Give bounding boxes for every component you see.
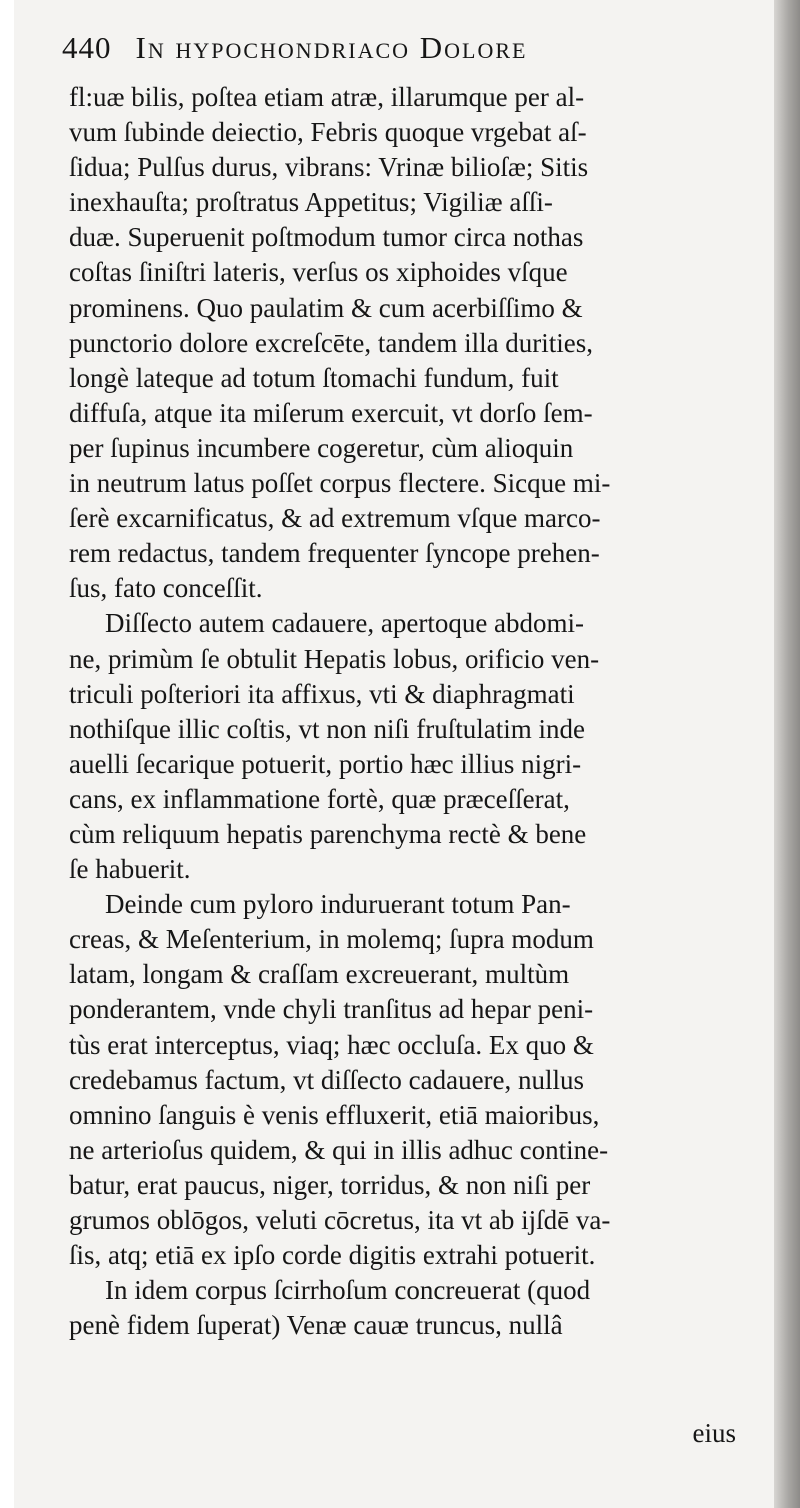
text-line: per ſupinus incumbere cogeretur, cùm alioquin bbox=[69, 432, 574, 463]
text-line: rem redactus, tandem frequenter ſyncope prehen- bbox=[69, 538, 600, 569]
text-line: nothiſque illic coſtis, vt non niſi fruſtulatim inde bbox=[69, 713, 585, 744]
text-line: ne, primùm ſe obtulit Hepatis lobus, orificio ven- bbox=[69, 643, 600, 674]
text-line: prominens. Quo paulatim & cum acerbiſſimo & bbox=[69, 292, 583, 323]
text-line: triculi poſteriori ita affixus, vti & diaphragmati bbox=[69, 678, 575, 709]
text-line: in neutrum latus poſſet corpus flectere. Sicque mi- bbox=[69, 468, 611, 499]
text-line: credebamus factum, vt diſſecto cadauere, nullus bbox=[69, 1064, 585, 1095]
text-line: ſe habuerit. bbox=[69, 854, 191, 885]
text-line: ſidua; Pulſus durus, vibrans: Vrinæ bilioſæ; Sitis bbox=[69, 152, 589, 183]
text-line: duæ. Superuenit poſtmodum tumor circa nothas bbox=[69, 222, 584, 253]
text-line: grumos oblōgos, veluti cōcretus, ita vt ab ijſdē va- bbox=[69, 1205, 611, 1235]
text-line: latam, longam & craſſam excreuerant, multùm bbox=[69, 959, 570, 990]
text-line: fl:uæ bilis, poſtea etiam atræ, illarumque per al- bbox=[69, 82, 585, 112]
page-number: 440 bbox=[62, 30, 112, 65]
book-page bbox=[14, 0, 774, 1508]
text-line: tùs erat interceptus, viaq; hæc occluſa. Ex quo & bbox=[69, 1029, 594, 1060]
text-line: Diſſecto autem cadauere, apertoque abdomi- bbox=[105, 608, 585, 639]
text-line: In idem corpus ſcirrhoſum concreuerat (quod bbox=[105, 1275, 591, 1306]
page-gutter-shadow bbox=[774, 0, 800, 1508]
text-line: creas, & Meſenterium, in molemq; ſupra modum bbox=[69, 924, 594, 955]
text-line: ſis, atq; etiā ex ipſo corde digitis extrahi potuerit. bbox=[69, 1240, 596, 1271]
text-line: punctorio dolore excreſcēte, tandem illa durities, bbox=[69, 327, 594, 358]
text-line: cùm reliquum hepatis parenchyma rectè & bene bbox=[69, 818, 587, 849]
text-line: penè fidem ſuperat) Venæ cauæ truncus, nullâ bbox=[69, 1310, 563, 1341]
text-line: ſerè excarnificatus, & ad extremum vſque marco- bbox=[69, 503, 601, 534]
text-line: ne arterioſus quidem, & qui in illis adhuc contine- bbox=[69, 1134, 609, 1165]
text-line: coſtas ſiniſtri lateris, verſus os xiphoides vſque bbox=[69, 257, 568, 288]
text-line: ponderantem, vnde chyli tranſitus ad hepar peni- bbox=[69, 994, 594, 1025]
page-header bbox=[62, 30, 714, 80]
running-title: In hypochondriaco Dolore bbox=[135, 30, 528, 65]
text-line: longè lateque ad totum ſtomachi fundum, fuit bbox=[69, 362, 559, 393]
body-text bbox=[69, 80, 783, 1343]
text-line: vum ſubinde deiectio, Febris quoque vrgebat aſ- bbox=[69, 117, 587, 148]
catchword: eius bbox=[692, 1418, 736, 1448]
text-line: ſus, fato conceſſit. bbox=[69, 573, 263, 604]
text-line: batur, erat paucus, niger, torridus, & non niſi per bbox=[69, 1169, 591, 1200]
text-line: cans, ex inflammatione fortè, quæ præceſſerat, bbox=[69, 783, 570, 814]
text-line: omnino ſanguis è venis effluxerit, etiā maioribus, bbox=[69, 1099, 600, 1130]
text-line: diffuſa, atque ita miſerum exercuit, vt dorſo ſem- bbox=[69, 397, 593, 428]
text-line: auelli ſecarique potuerit, portio hæc illius nigri- bbox=[69, 748, 582, 779]
text-line: inexhauſta; proſtratus Appetitus; Vigiliæ aſſi- bbox=[69, 187, 553, 218]
text-line: Deinde cum pyloro induruerant totum Pan- bbox=[105, 889, 571, 920]
